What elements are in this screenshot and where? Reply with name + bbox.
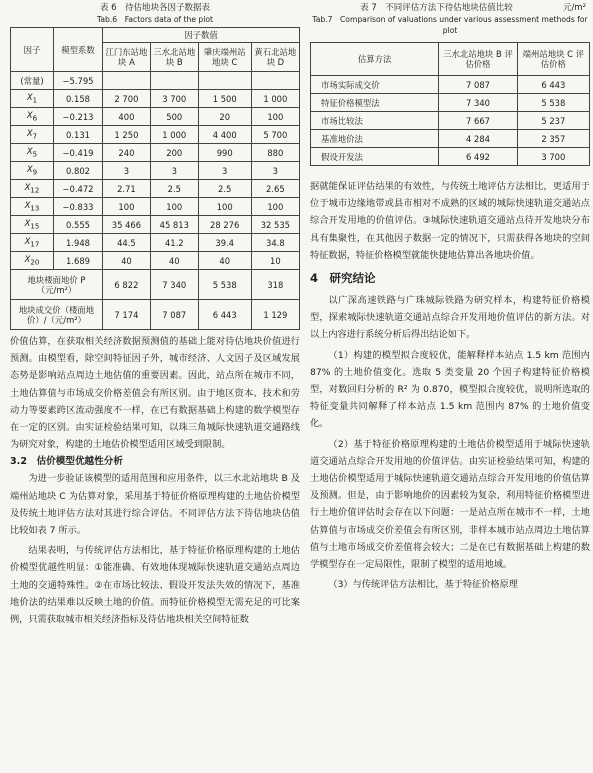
table7-row (311, 112, 590, 130)
value-cell: 2.5 (150, 180, 198, 198)
section-heading-4: 4 研究结论 (310, 271, 376, 286)
left-paragraph-1: 价值估算，在获取相关经济数据预测值的基础上能对待估地块价值进行预测。由模型看，除空间特征因子外，城市经济、人文因子及区域发展态势是影响站点周边土地估值的重要因素。因此，站点所在城市不同，土地估算值与市场成交价格差值会有所区别。由于地区资本、技术和劳动力等要素跨区流动强度不一样，在已有数据基础上构建的数学模型存在一定的区别。由实证检验结果可知，以珠三角城际快速轨道交通路线为研究对象，构建的土地估价模型适用区域受到限制。 (10, 336, 300, 451)
table6-row (11, 126, 300, 144)
value-cell: 41.2 (150, 234, 198, 252)
table6-body (11, 72, 300, 330)
table7-row (311, 130, 590, 148)
coef-cell: −0.833 (54, 198, 103, 216)
table7-caption (310, 3, 590, 14)
factor-cell: $X_{12}$ (11, 180, 54, 198)
summary-value: 7 087 (150, 300, 198, 330)
coef-cell: 1.689 (54, 252, 103, 270)
value-cell: 1 000 (251, 90, 299, 108)
summary-value: 5 538 (198, 270, 251, 300)
value-cell: 2 700 (103, 90, 151, 108)
left-paragraph-3: 结果表明，与传统评估方法相比，基于特征价格原理构建的土地估价模型优越性明显：①能准确、有效地体现城际快速轨道交通站点周边土地的交通特殊性。②在市场比较法、假设开发法失效的情况下，基准地价法的结果难以反映土地的价值。而特征价格模型无需充足的可比案例，只需获取城市相关经济指标及待估地块相关空间特征数 (10, 545, 300, 626)
table7-caption-en: Tab.7 Comparison of valuations under various assessment methods for plot (312, 15, 588, 35)
value-cell: 40 (103, 252, 151, 270)
factor-cell: $X_{15}$ (11, 216, 54, 234)
method-cell: 市场实际成交价 (311, 76, 439, 94)
table7-header-method: 估算方法 (311, 43, 439, 76)
table6-plot-b: 三水北站地块 B (150, 43, 198, 72)
table6-plot-d: 黄石北站地块 D (251, 43, 299, 72)
value-cell: 2.65 (251, 180, 299, 198)
value-cell: 3 700 (150, 90, 198, 108)
value-cell: 39.4 (198, 234, 251, 252)
value-cell: 1 000 (150, 126, 198, 144)
table6-plot-a: 江门东站地块 A (103, 43, 151, 72)
value-cell: 100 (150, 198, 198, 216)
value-cell: 45 813 (150, 216, 198, 234)
value-cell: 400 (103, 108, 151, 126)
value-cell: 240 (103, 144, 151, 162)
table6-caption: 表 6 待估地块各因子数据表 (99, 3, 211, 13)
summary-value: 1 129 (251, 300, 299, 330)
table6-summary-row (11, 300, 300, 330)
table6-row (11, 180, 300, 198)
coef-cell: 1.948 (54, 234, 103, 252)
method-cell: 特征价格模型法 (311, 94, 439, 112)
value-b-cell: 7 340 (439, 94, 517, 112)
factor-cell: $X_{20}$ (11, 252, 54, 270)
table6-header-coef: 模型系数 (54, 28, 103, 72)
table6-summary-row (11, 270, 300, 300)
value-c-cell: 5 538 (517, 94, 589, 112)
value-cell: 990 (198, 144, 251, 162)
factor-cell: $X_{13}$ (11, 198, 54, 216)
value-cell: 100 (251, 108, 299, 126)
table6-row (11, 90, 300, 108)
table7-header-b: 三水北站地块 B 评估价格 (439, 43, 517, 76)
value-cell: 100 (198, 198, 251, 216)
value-b-cell: 6 492 (439, 148, 517, 166)
value-cell: 32 535 (251, 216, 299, 234)
summary-value: 7 174 (103, 300, 151, 330)
right-paragraph-5: （3）与传统评估方法相比，基于特征价格原理 (328, 579, 518, 591)
value-cell: 34.8 (251, 234, 299, 252)
table7-body (311, 76, 590, 166)
value-cell: 1 250 (103, 126, 151, 144)
summary-value: 318 (251, 270, 299, 300)
coef-cell: 0.555 (54, 216, 103, 234)
summary-value: 6 443 (198, 300, 251, 330)
table6 (10, 27, 300, 330)
table6-plot-c: 肇庆端州站地块 C (198, 43, 251, 72)
table7-caption-title: 表 7 不同评估方法下待估地块估值比较 (360, 3, 513, 13)
right-column (310, 0, 590, 593)
table7 (310, 42, 590, 166)
table6-row (11, 144, 300, 162)
value-cell: 3 (251, 162, 299, 180)
summary-value: 6 822 (103, 270, 151, 300)
value-cell: 40 (198, 252, 251, 270)
coef-cell: 0.131 (54, 126, 103, 144)
coef-cell: −0.472 (54, 180, 103, 198)
factor-cell: $X_5$ (11, 144, 54, 162)
coef-cell: −5.795 (54, 72, 103, 90)
value-cell: 200 (150, 144, 198, 162)
factor-cell: $X_7$ (11, 126, 54, 144)
table7-unit: 元/m² (562, 3, 586, 13)
value-cell: 100 (251, 198, 299, 216)
coef-cell: −0.419 (54, 144, 103, 162)
coef-cell: 0.158 (54, 90, 103, 108)
value-cell (198, 72, 251, 90)
right-paragraph-1: 据就能保证评估结果的有效性，与传统土地评估方法相比，更适用于位于城市边缘地带或县市相对不成熟的区域的城际快速轨道交通站点综合开发用地的价值评估。③城际快速轨道交通站点待开发地块分布具有集聚性，在其他因子数据一定的情况下，只需获得各地块的空间特征数据，特征价格模型就能快捷地估算出各地块价值。 (310, 181, 590, 261)
factor-cell: $X_{17}$ (11, 234, 54, 252)
left-column (10, 0, 300, 628)
factor-cell: (常量) (11, 72, 54, 90)
value-b-cell: 7 087 (439, 76, 517, 94)
value-cell: 2.71 (103, 180, 151, 198)
value-cell: 44.5 (103, 234, 151, 252)
value-cell: 880 (251, 144, 299, 162)
table6-row (11, 162, 300, 180)
summary-label: 地块成交价（楼面地价）/（元/m²） (11, 300, 103, 330)
value-b-cell: 4 284 (439, 130, 517, 148)
factor-cell: $X_1$ (11, 90, 54, 108)
table6-row (11, 108, 300, 126)
table6-row (11, 198, 300, 216)
method-cell: 基准地价法 (311, 130, 439, 148)
value-cell: 4 400 (198, 126, 251, 144)
value-cell (150, 72, 198, 90)
right-paragraph-4: （2）基于特征价格原理构建的土地估价模型适用于城际快速轨道交通站点综合开发用地的价值评估。由实证检验结果可知，构建的土地估价模型适用于城际快速轨道交通站点综合开发用地的价值估算及预测。但是，由于影响地价的因素较为复杂，利用特征价格模型进行土地价值评估时会存在以下问题：一是站点所在城市不一样，土地估算值与市场成交价差值会有所区别，非样本城市站点周边土地估算值与土地市场成交价差值将会较大；二是在已有数据基础上构建的数学模型存在一定局限性，限制了模型的适用地域。 (310, 438, 590, 571)
table6-caption-en: Tab.6 Factors data of the plot (97, 15, 213, 24)
value-cell (251, 72, 299, 90)
value-cell: 10 (251, 252, 299, 270)
value-cell: 1 500 (198, 90, 251, 108)
method-cell: 假设开发法 (311, 148, 439, 166)
summary-value: 7 340 (150, 270, 198, 300)
value-cell: 3 (150, 162, 198, 180)
left-paragraph-2: 为进一步验证该模型的适用范围和应用条件，以三水北站地块 B 及端州站地块 C 为估算对象，采用基于特征价格原理构建的土地估价模型及传统土地评估方法对其进行综合评估。不同评估方法下待估地块估值比较如表 7 所示。 (10, 473, 300, 537)
table7-row (311, 76, 590, 94)
value-c-cell: 3 700 (517, 148, 589, 166)
value-cell: 3 (103, 162, 151, 180)
value-cell: 3 (198, 162, 251, 180)
summary-label: 地块楼面地价 P（元/m²） (11, 270, 103, 300)
value-c-cell: 5 237 (517, 112, 589, 130)
value-b-cell: 7 667 (439, 112, 517, 130)
value-cell: 5 700 (251, 126, 299, 144)
value-cell: 100 (103, 198, 151, 216)
value-cell (103, 72, 151, 90)
table7-row (311, 94, 590, 112)
value-cell: 28 276 (198, 216, 251, 234)
value-cell: 40 (150, 252, 198, 270)
coef-cell: −0.213 (54, 108, 103, 126)
factor-cell: $X_9$ (11, 162, 54, 180)
table6-row (11, 72, 300, 90)
table6-header-values: 因子数值 (103, 28, 300, 43)
method-cell: 市场比较法 (311, 112, 439, 130)
value-cell: 20 (198, 108, 251, 126)
table6-row (11, 234, 300, 252)
value-cell: 2.5 (198, 180, 251, 198)
value-cell: 35 466 (103, 216, 151, 234)
factor-cell: $X_6$ (11, 108, 54, 126)
right-paragraph-2: 以广深高速铁路与广珠城际铁路为研究样本，构建特征价格模型，探索城际快速轨道交通站点综合开发用地价值评估的新方法。对以上内容进行系统分析后得出结论如下。 (310, 295, 590, 341)
table7-row (311, 148, 590, 166)
value-c-cell: 2 357 (517, 130, 589, 148)
value-cell: 500 (150, 108, 198, 126)
value-c-cell: 6 443 (517, 76, 589, 94)
table6-row (11, 216, 300, 234)
section-heading-3-2: 3.2 估价模型优越性分析 (10, 456, 123, 468)
table6-row (11, 252, 300, 270)
coef-cell: 0.802 (54, 162, 103, 180)
table7-header-c: 端州站地块 C 评估价格 (517, 43, 589, 76)
right-paragraph-3: （1）构建的模型拟合度较优，能解释样本站点 1.5 km 范围内 87% 的土地价值变化。选取 5 类变量 20 个因子构建特征价格模型，对数回归分析的 R² 为 0.870，模型拟合度较优，说明所选取的特征变量共同解释了样本站点 1.5 km 范围内 87% 的土地价值变化。 (310, 349, 590, 430)
table6-header-factor: 因子 (11, 28, 54, 72)
